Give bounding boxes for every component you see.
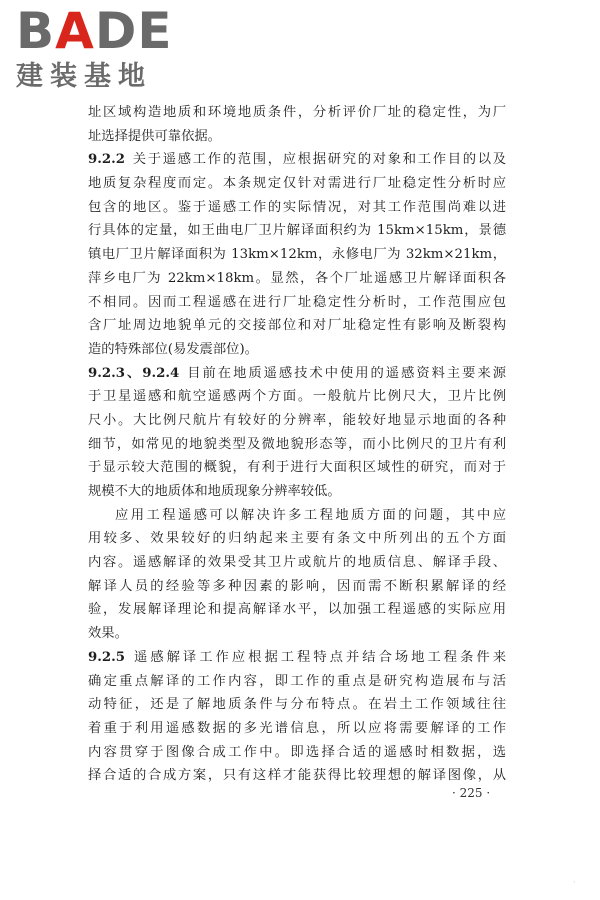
line-text: 内容。遥感解译的效果受其卫片或航片的地质信息、解译手段、 bbox=[88, 555, 506, 571]
line-text: 效果。 bbox=[88, 626, 128, 642]
text-line bbox=[88, 219, 506, 243]
line-text: 地质复杂程度而定。本条规定仅针对需进行厂址稳定性分析时应 bbox=[88, 176, 506, 192]
text-line bbox=[88, 670, 506, 694]
logo-wordmark bbox=[16, 2, 186, 60]
text-line bbox=[88, 717, 506, 741]
line-text: 用较多、效果较好的归纳起来主要有条文中所列出的五个方面 bbox=[88, 531, 506, 547]
document-body bbox=[88, 101, 506, 788]
text-line bbox=[88, 646, 506, 670]
logo-subtitle: 建装基地 bbox=[16, 61, 152, 92]
line-text: 于显示较大范围的概貌，有利于进行大面积区域性的研究，而对于 bbox=[88, 460, 506, 476]
text-line bbox=[88, 125, 506, 149]
line-text: 细节，如常见的地貌类型及微地貌形态等，而小比例尺的卫片有利 bbox=[88, 436, 506, 452]
text-line bbox=[88, 291, 506, 315]
text-line bbox=[88, 598, 506, 622]
line-text: 规模不大的地质体和地质现象分辨率较低。 bbox=[88, 484, 341, 499]
text-line bbox=[88, 172, 506, 196]
logo-wordmark-text: BADE bbox=[16, 2, 173, 60]
line-text: 行具体的定量，如王曲电厂卫片解译面积约为 15km×15km，景德 bbox=[88, 223, 506, 239]
text-line bbox=[88, 148, 506, 172]
text-line bbox=[88, 693, 506, 717]
line-text: 着重于利用遥感数据的多光谱信息，所以应将需要解译的工作 bbox=[88, 720, 506, 736]
text-line bbox=[88, 504, 506, 528]
text-line bbox=[88, 480, 506, 504]
text-line bbox=[88, 575, 506, 599]
line-text: 择合适的合成方案，只有这样才能获得比较理想的解译图像，从 bbox=[88, 768, 506, 784]
text-line bbox=[88, 267, 506, 291]
text-line bbox=[88, 551, 506, 575]
line-text: 内容贯穿于图像合成工作中。即选择合适的遥感时相数据，选 bbox=[88, 744, 506, 760]
line-text: 包含的地区。鉴于遥感工作的实际情况，对其工作范围尚难以进 bbox=[88, 199, 506, 215]
line-text: 造的特殊部位(易发震部位)。 bbox=[88, 341, 258, 357]
text-line bbox=[88, 764, 506, 788]
line-text: 含厂址周边地貌单元的交接部位和对厂址稳定性有影响及断裂构 bbox=[88, 318, 506, 334]
line-text: 关于遥感工作的范围，应根据研究的对象和工作目的以及 bbox=[131, 152, 506, 168]
line-text: 遥感解译工作应根据工程特点并结合场地工程条件来 bbox=[131, 649, 506, 665]
clause-number: 9.2.3、9.2.4 bbox=[88, 365, 180, 381]
line-text: 址区域构造地质和环境地质条件，分析评价厂址的稳定性，为厂 bbox=[88, 105, 506, 120]
text-line bbox=[88, 385, 506, 409]
text-line bbox=[88, 314, 506, 338]
text-line bbox=[88, 409, 506, 433]
line-text: 萍乡电厂为 22km×18km。显然，各个厂址遥感卫片解译面积各 bbox=[88, 270, 506, 286]
line-text: 于卫星遥感和航空遥感两个方面。一般航片比例尺大，卫片比例 bbox=[88, 389, 506, 405]
line-text: 镇电厂卫片解译面积为 13km×12km，永修电厂为 32km×21km， bbox=[88, 247, 506, 263]
text-line bbox=[88, 433, 506, 457]
text-line bbox=[88, 527, 506, 551]
clause-number: 9.2.5 bbox=[88, 649, 126, 665]
line-text: 验，发展解译理论和提高解译水平，以加强工程遥感的实际应用 bbox=[88, 602, 506, 618]
text-line bbox=[88, 622, 506, 646]
line-text: 尺小。大比例尺航片有较好的分辨率，能较好地显示地面的各种 bbox=[88, 412, 506, 428]
text-line bbox=[88, 338, 506, 362]
line-text: 应用工程遥感可以解决许多工程地质方面的问题，其中应 bbox=[115, 507, 506, 523]
line-text: 址选择提供可靠依据。 bbox=[88, 128, 221, 144]
bade-logo bbox=[16, 2, 186, 96]
clause-number: 9.2.2 bbox=[88, 152, 126, 168]
corner-mark: · bbox=[573, 878, 576, 887]
text-line bbox=[88, 456, 506, 480]
logo-accent-letter: A bbox=[55, 2, 95, 60]
page-number: · 225 · bbox=[452, 786, 491, 800]
text-line bbox=[88, 362, 506, 386]
text-line bbox=[88, 196, 506, 220]
text-line bbox=[88, 741, 506, 765]
line-text: 确定重点解译的工作内容，即工作的重点是研究构造展布与活 bbox=[88, 673, 506, 689]
line-text: 不相同。因而工程遥感在进行厂址稳定性分析时，工作范围应包 bbox=[88, 294, 506, 310]
text-line bbox=[88, 101, 506, 125]
line-text: 动特征，还是了解地质条件与分布特点。在岩土工作领域往往 bbox=[88, 697, 506, 713]
line-text: 目前在地质遥感技术中使用的遥感资料主要来源 bbox=[185, 365, 507, 381]
line-text: 解译人员的经验等多种因素的影响，因而需不断积累解译的经 bbox=[88, 578, 506, 594]
text-line bbox=[88, 243, 506, 267]
